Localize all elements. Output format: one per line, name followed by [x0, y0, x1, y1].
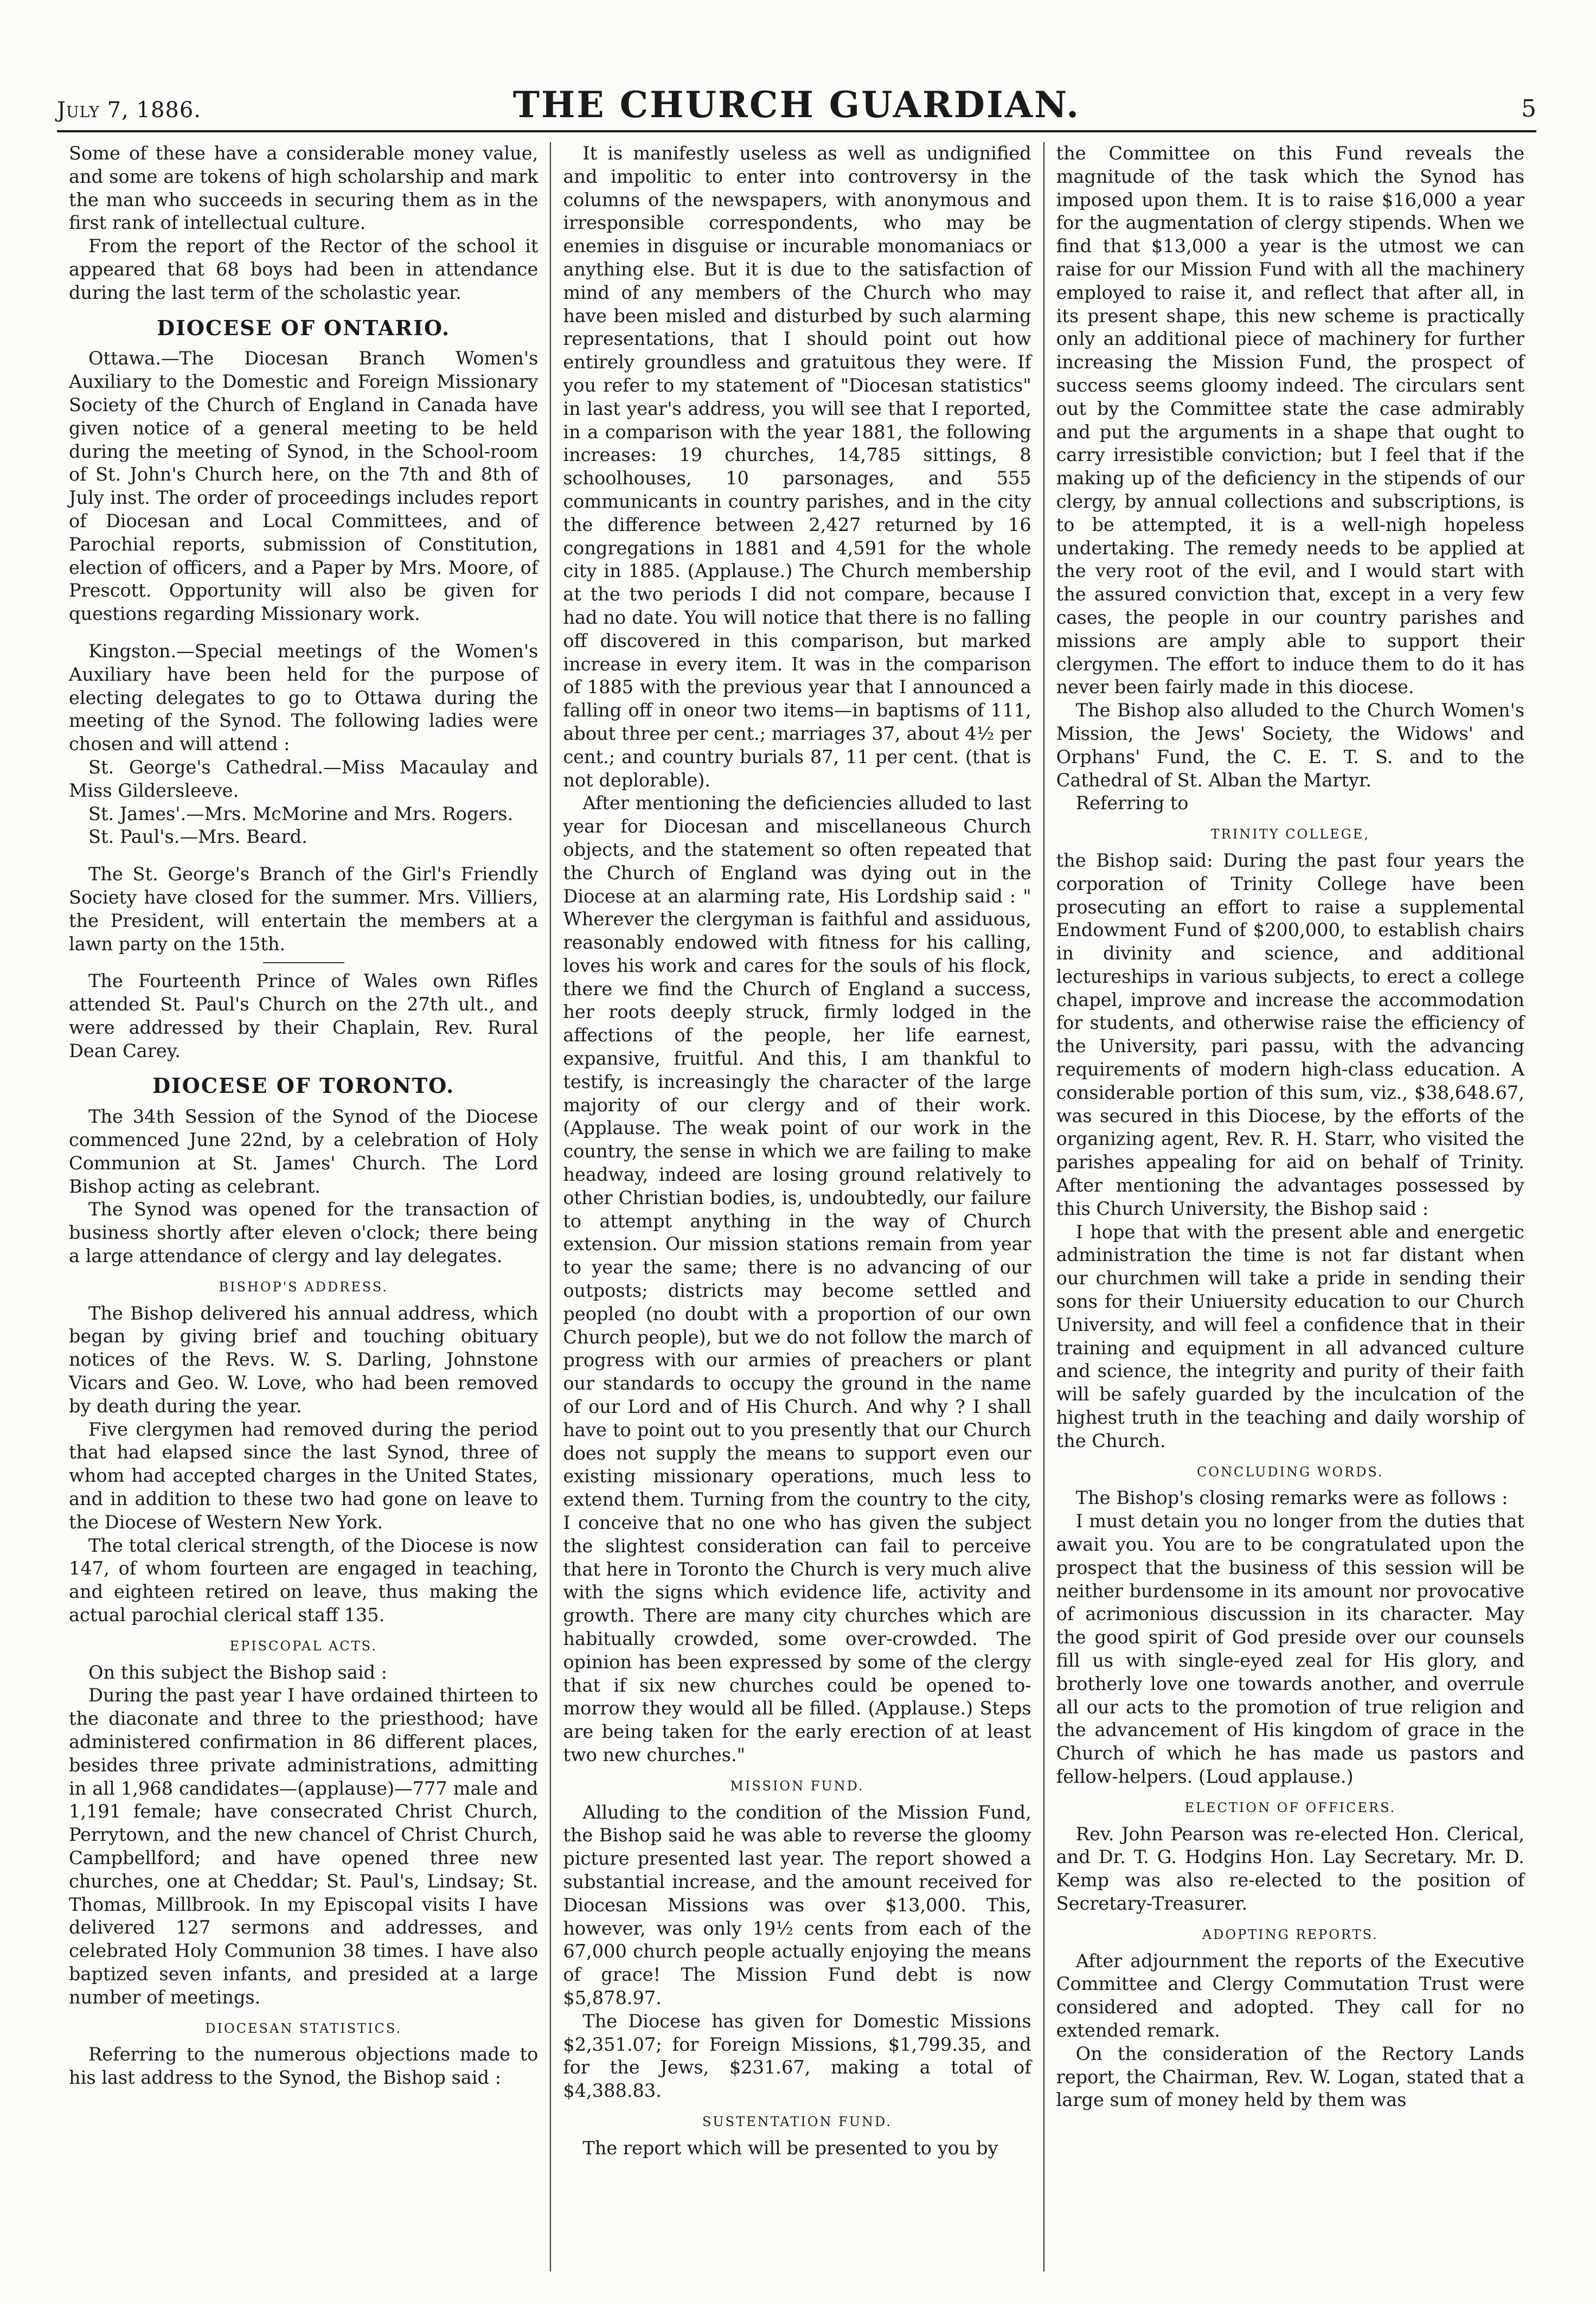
paragraph: St. Paul's.—Mrs. Beard. [88, 826, 307, 848]
paragraph: After mentioning the deficiencies alluded to last year for Diocesan and miscellaneous Church objects, and the statement so often repeated that the Church of England was dying out in the Diocese at an alarming rate, His Lordship said : " Wherever the clergyman is faithful and assiduous, reasonably endowed with fitness for his calling, loves his work and cares for the souls of his flock, there we find the Church of England a success, her roots deeply struck, firmly lodged in the affections of the people, her life earnest, expansive, fruitful. And this, I am thankful to testify, is increasingly the character of the large majority of our clergy and of their work. (Applause. The weak point of our work in the country, the sense in which we are failing to make headway, indeed are losing ground relatively to other Christian bodies, is, undoubtedly, our failure to attempt anything in the way of Church extension. Our mission stations remain from year to year the same; there is no advancing of our outposts; districts may become settled and peopled (no doubt with a proportion of our own Church people), but we do not follow the march of progress with our armies of preachers or plant our standards to occupy the ground in the name of our Lord and of His Church. And why ? I shall have to point out to you presently that our Church does not supply the means to support even our existing missionary operations, much less to extend them. Turning from the country to the city, I conceive that no one who has given the subject the slightest consideration can fail to perceive that here in Toronto the Church is very much alive with the signs which evidence life, activity and growth. There are many city churches which are habitually crowded, some over-crowded. The opinion has been expressed by some of the clergy that if six new churches could be opened to-morrow they would all be filled. (Applause.) Steps are being taken for the early erection of at least two new churches." [563, 792, 1031, 1765]
paragraph: The total clerical strength, of the Diocese is now 147, of whom fourteen are engaged in teaching, and eighteen retired on leave, thus making the actual parochial clerical staff 135. [69, 1534, 539, 1626]
subheading-adopting-reports: ADOPTING REPORTS. [1202, 1927, 1379, 1942]
subheading-episcopal-acts: EPISCOPAL ACTS. [229, 1638, 377, 1654]
section-heading-ontario: DIOCESE OF ONTARIO. [157, 315, 451, 340]
paragraph: St. George's Cathedral.—Miss Macaulay and Miss Gildersleeve. [69, 756, 539, 801]
paragraph: The 34th Session of the Synod of the Diocese commenced June 22nd, by a celebration of Holy Communion at St. James' Church. The Lord Bishop acting as celebrant. [69, 1106, 539, 1197]
paragraph: the Bishop said: During the past four years the corporation of Trinity College have been prosecuting an effort to raise a supplemental Endowment Fund of $200,000, to establish chairs in divinity and science, and additional lectureships in various subjects, to erect a college chapel, improve and increase the accommodation for students, and otherwise raise the efficiency of the University, pari passu, with the advancing requirements of modern high-class education. A considerable portion of this sum, viz., $38,648.67, was secured in this Diocese, by the efforts of the organizing agent, Rev. R. H. Starr, who visited the parishes appealing for aid on behalf of Trinity. After mentioning the advantages possessed by this Church University, the Bishop said : [1056, 849, 1524, 1219]
subheading-diocesan-statistics: DIOCESAN STATISTICS. [205, 2020, 402, 2036]
subheading-election-of-officers: ELECTION OF OFFICERS. [1184, 1800, 1396, 1815]
paragraph: During the past year I have ordained thirteen to the diaconate and three to the priesthood; have administered confirmation in 86 different places, besides three private administrations, admitting in all 1,968 candidates—(applause)—777 male and 1,191 female; have consecrated Christ Church, Perrytown, and the new chancel of Christ Church, Campbellford; and have opened three new churches, one at Cheddar; St. Paul's, Lindsay; St. Thomas, Millbrook. In my Episcopal visits I have delivered 127 sermons and addresses, and celebrated Holy Communion 38 times. I have also baptized seven infants, and presided at a large number of meetings. [69, 1685, 539, 2008]
paragraph: The Bishop delivered his annual address, which began by giving brief and touching obituary notices of the Revs. W. S. Darling, Johnstone Vicars and Geo. W. Love, who had been removed by death during the year. [69, 1302, 539, 1417]
masthead [57, 71, 1536, 132]
paragraph: From the report of the Rector of the school it appeared that 68 boys had been in attendance during the last term of the scholastic year. [69, 235, 539, 303]
paragraph: The Synod was opened for the transaction of business shortly after eleven o'clock; there being a large attendance of clergy and lay delegates. [69, 1199, 539, 1267]
paragraph: On this subject the Bishop said : [88, 1661, 387, 1683]
paragraph: Referring to [1075, 792, 1189, 814]
paragraph: the Committee on this Fund reveals the magnitude of the task which the Synod has imposed upon them. It is to raise $16,000 a year for the augmentation of clergy stipends. When we find that $13,000 a year is the utmost we can raise for our Mission Fund with all the machinery employed to raise it, and reflect that after all, in its present shape, this new scheme is practically only an additional piece of machinery for further increasing the Mission Fund, the prospect of success seems gloomy indeed. The circulars sent out by the Committee state the case admirably and put the arguments in a shape that ought to carry irresistible conviction; but I feel that if the making up of the deficiency in the stipends of our clergy, by annual collections and subscriptions, is to be attempted, it is a well-nigh hopeless undertaking. The remedy needs to be applied at the very root of the evil, and I would start with the assured conviction that, except in a very few cases, the people in our country parishes and missions are amply able to support their clergymen. The effort to induce them to do it has never been fairly made in this diocese. [1056, 143, 1524, 698]
paragraph: Some of these have a considerable money value, and some are tokens of high scholarship and mark the man who succeeds in securing them as in the first rank of intellectual culture. [69, 143, 539, 234]
paragraph: Alluding to the condition of the Mission Fund, the Bishop said he was able to reverse the gloomy picture presented last year. The report showed a substantial increase, and the amount received for Diocesan Missions was over $13,000. This, however, was only 19½ cents from each of the 67,000 church people actually enjoying the means of grace! The Mission Fund debt is now $5,878.97. [563, 1801, 1031, 2008]
newspaper-title: THE CHURCH GUARDIAN. [512, 84, 1081, 126]
section-heading-toronto: DIOCESE OF TORONTO. [152, 1073, 455, 1098]
column-2 [550, 142, 1043, 2271]
paragraph: Five clergymen had removed during the period that had elapsed since the last Synod, three of whom had accepted charges in the United States, and in addition to these two had gone on leave to the Diocese of Western New York. [69, 1418, 539, 1533]
paragraph: Referring to the numerous objections made to his last address to the Synod, the Bishop said : [69, 2044, 539, 2089]
paragraph: The report which will be presented to you by [582, 2137, 998, 2159]
paragraph: St. James'.—Mrs. McMorine and Mrs. Rogers. [88, 803, 514, 824]
paragraph: Kingston.—Special meetings of the Women's Auxiliary have been held for the purpose of electing delegates to go to Ottawa during the meeting of the Synod. The following ladies were chosen and will attend : [69, 640, 539, 755]
column-3 [1043, 142, 1536, 2271]
subheading-trinity-college: TRINITY COLLEGE, [1210, 827, 1370, 842]
paragraph: After adjournment the reports of the Executive Committee and Clergy Commutation Trust were considered and adopted. They call for no extended remark. [1056, 1950, 1524, 2041]
paragraph: The St. George's Branch of the Girl's Friendly Society have closed for the summer. Mrs. Villiers, the President, will entertain the members at a lawn party on the 15th. [69, 863, 539, 955]
paragraph: I must detain you no longer from the duties that await you. You are to be congratulated upon the prospect that the business of this session will be neither burdensome in its amount nor provocative of acrimonious discussion in its character. May the good spirit of God preside over our counsels fill us with single-eyed zeal for His glory, and brotherly love one towards another, and overrule all our acts to the promotion of true religion and the advancement of His kingdom of grace in the Church of which he has made us pastors and fellow-helpers. (Loud applause.) [1056, 1511, 1524, 1787]
column-1 [57, 142, 550, 2271]
paragraph: The Fourteenth Prince of Wales own Rifles attended St. Paul's Church on the 27th ult., and were addressed by their Chaplain, Rev. Rural Dean Carey. [69, 970, 539, 1061]
paragraph: The Diocese has given for Domestic Missions $2,351.07; for Foreign Missions, $1,799.35, and for the Jews, $231.67, making a total of $4,388.83. [563, 2010, 1031, 2102]
paragraph: I hope that with the present able and energetic administration the time is not far distant when our churchmen will take a pride in sending their sons for their Uniuersity education to our Church University, and will feel a confidence that in their training and equipment in all advanced culture and science, the integrity and purity of their faith will be safely guarded by the inculcation of the highest truth in the teaching and daily worship of the Church. [1056, 1221, 1524, 1451]
paragraph: The Bishop's closing remarks were as follows : [1075, 1487, 1508, 1509]
paragraph: It is manifestly useless as well as undignified and impolitic to enter into controversy in the columns of the newspapers, with anonymous and irresponsible correspondents, who may be enemies in disguise or incurable monomaniacs or anything else. But it is due to the satisfaction of mind of any members of the Church who may have been misled and disturbed by such alarming representations, that I should point out how entirely groundless and gratuitous they were. If you refer to my statement of "Diocesan statistics" in last year's address, you will see that I reported, in a comparison with the year 1881, the following increases: 19 churches, 14,785 sittings, 8 schoolhouses, 10 parsonages, and 555 communicants in country parishes, and in the city the difference between 2,427 returned by 16 congregations in 1881 and 4,591 for the whole city in 1885. (Applause.) The Church membership at the two periods I did not compare, because I had no date. You will notice that there is no falling off discovered in this comparison, but marked increase in every item. It was in the comparison of 1885 with the previous year that I announced a falling off in oneor two items—in baptisms of 111, about three per cent.; marriages 37, about 4½ per cent.; and country burials 87, 11 per cent. (that is not deplorable). [563, 143, 1031, 791]
paragraph: On the consideration of the Rectory Lands report, the Chairman, Rev. W. Logan, stated that a large sum of money held by them was [1056, 2043, 1524, 2111]
paragraph: The Bishop also alluded to the Church Women's Mission, the Jews' Society, the Widows' and Orphans' Fund, the C. E. T. S. and to the Cathedral of St. Alban the Martyr. [1056, 700, 1524, 791]
paragraph: Rev. John Pearson was re-elected Hon. Clerical, and Dr. T. G. Hodgins Hon. Lay Secretary. Mr. D. Kemp was also re-elected to the position of Secretary-Treasurer. [1056, 1823, 1524, 1914]
subheading-sustentation-fund: SUSTENTATION FUND. [702, 2114, 893, 2129]
subheading-bishops-address: BISHOP'S ADDRESS. [219, 1279, 388, 1295]
columns [57, 142, 1536, 2271]
paragraph: Ottawa.—The Diocesan Branch Women's Auxiliary to the Domestic and Foreign Missionary Society of the Church of England in Canada have given notice of a general meeting to be held during the meeting of Synod, in the School-room of St. John's Church here, on the 7th and 8th of July inst. The order of proceedings includes report of Diocesan and Local Committees, and of Parochial reports, submission of Constitution, election of officers, and a Paper by Mrs. Moore, of Prescott. Opportunity will also be given for questions regarding Missionary work. [69, 348, 539, 625]
issue-date: July 7, 1886. [57, 98, 202, 123]
subheading-concluding-words: CONCLUDING WORDS. [1196, 1464, 1384, 1480]
divider [263, 962, 344, 963]
subheading-mission-fund: MISSION FUND. [730, 1778, 864, 1794]
page-number: 5 [1521, 95, 1536, 123]
